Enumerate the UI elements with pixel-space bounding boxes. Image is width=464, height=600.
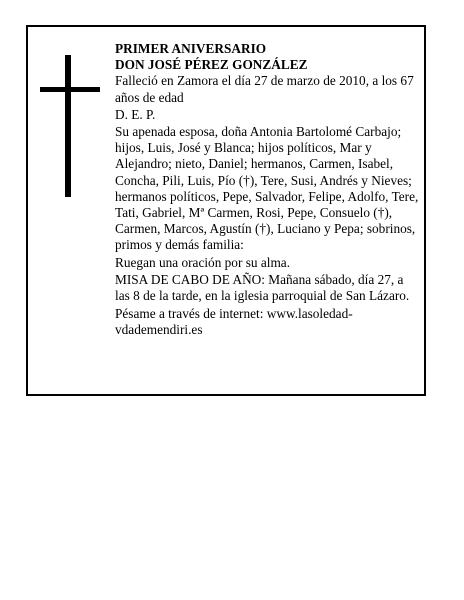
notice-text	[115, 41, 421, 339]
condolences-info: Pésame a través de internet: www.lasoledad-vdademendiri.es	[115, 306, 353, 338]
cross-horizontal-bar	[40, 87, 100, 92]
mass-info: MISA DE CABO DE AÑO: Mañana sábado, día 27, a las 8 de la tarde, en la iglesia parroquial de San Lázaro.	[115, 271, 410, 304]
cross-vertical-bar	[65, 55, 71, 197]
cross-icon	[40, 55, 100, 197]
deceased-name: DON JOSÉ PÉREZ GONZÁLEZ	[115, 57, 308, 73]
death-info: Falleció en Zamora el día 27 de marzo de 2010, a los 67 años de edad	[115, 73, 414, 105]
dep-text: D. E. P.	[115, 106, 156, 122]
obituary-notice	[26, 25, 426, 396]
prayer-request: Ruegan una oración por su alma.	[115, 254, 291, 270]
notice-title: PRIMER ANIVERSARIO	[115, 41, 267, 56]
family-list: Su apenada esposa, doña Antonia Bartolomé Carbajo; hijos, Luis, José y Blanca; hijos políticos, Mar y Alejandro; nieto, Daniel; hermanos, Carmen, Isabel, Concha, Pili, Luis, Pío (†), Tere, Susi, Andrés y Nieves; hermanos políticos, Pepe, Salvador, Felipe, Adolfo, Tere, Tati, Gabriel, Mª Carmen, Rosi, Pepe, Consuelo (†), Carmen, Marcos, Agustín (†), Luciano y Pepa; sobrinos, primos y demás familia:	[115, 124, 419, 253]
